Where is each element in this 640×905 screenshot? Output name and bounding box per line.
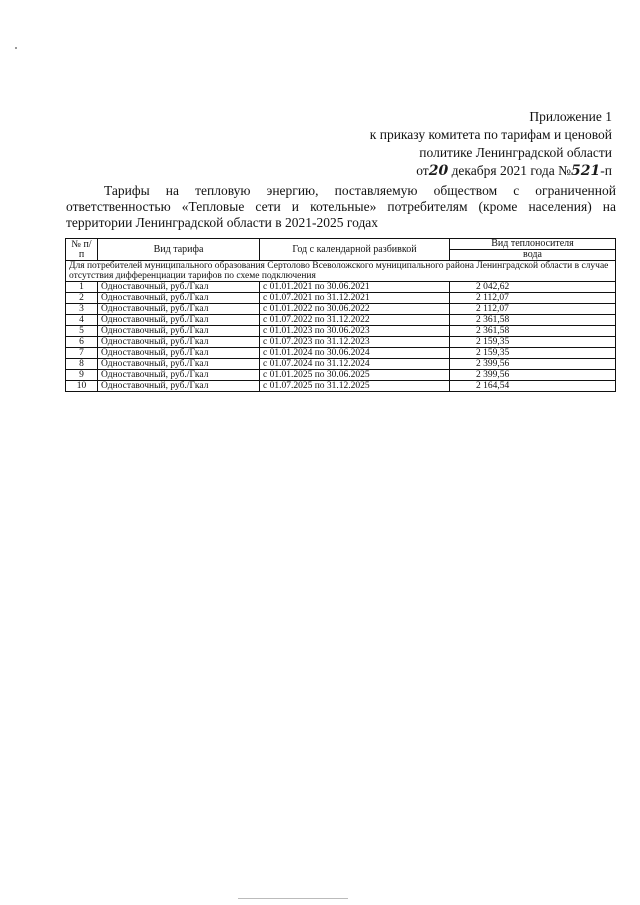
- row-tariff-type: Одноставочный, руб./Гкал: [98, 315, 260, 326]
- row-num: 4: [66, 315, 98, 326]
- row-period: с 01.01.2023 по 30.06.2023: [260, 326, 450, 337]
- table-row: [66, 304, 616, 315]
- date-prefix: от: [416, 163, 429, 178]
- appendix-date-line: [370, 162, 612, 180]
- row-tariff-type: Одноставочный, руб./Гкал: [98, 293, 260, 304]
- date-day-handwritten: 20: [428, 163, 449, 179]
- table-row: [66, 337, 616, 348]
- scan-speck: [15, 47, 17, 49]
- header-tariff-type: Вид тарифа: [98, 239, 260, 261]
- row-period: с 01.01.2022 по 30.06.2022: [260, 304, 450, 315]
- scan-edge-mark: [238, 898, 348, 902]
- row-num: 1: [66, 282, 98, 293]
- row-value: 2 399,56: [450, 370, 616, 381]
- header-water: вода: [450, 250, 616, 261]
- header-num: № п/п: [66, 239, 98, 261]
- row-period: с 01.01.2025 по 30.06.2025: [260, 370, 450, 381]
- document-title: Тарифы на тепловую энергию, поставляемую обществом с ограниченной ответственностью «Тепловые сети и котельные» потребителям (кроме населения) на территории Ленинградской области в 2021-2025 годах: [66, 183, 616, 230]
- row-tariff-type: Одноставочный, руб./Гкал: [98, 381, 260, 392]
- row-num: 5: [66, 326, 98, 337]
- row-value: 2 159,35: [450, 348, 616, 359]
- row-tariff-type: Одноставочный, руб./Гкал: [98, 370, 260, 381]
- appendix-header: [370, 108, 612, 180]
- header-carrier: Вид теплоносителя: [450, 239, 616, 250]
- row-value: 2 361,58: [450, 315, 616, 326]
- row-value: 2 112,07: [450, 304, 616, 315]
- row-period: с 01.01.2024 по 30.06.2024: [260, 348, 450, 359]
- row-num: 3: [66, 304, 98, 315]
- row-num: 9: [66, 370, 98, 381]
- row-tariff-type: Одноставочный, руб./Гкал: [98, 326, 260, 337]
- row-value: 2 112,07: [450, 293, 616, 304]
- row-num: 8: [66, 359, 98, 370]
- table-row: [66, 381, 616, 392]
- table-row: [66, 370, 616, 381]
- row-period: с 01.07.2024 по 31.12.2024: [260, 359, 450, 370]
- group-label: Для потребителей муниципального образования Сертолово Всеволожского муниципального района Ленинградской области в случае отсутствия дифференциации тарифов по схеме подключения: [66, 261, 616, 282]
- row-value: 2 399,56: [450, 359, 616, 370]
- row-tariff-type: Одноставочный, руб./Гкал: [98, 348, 260, 359]
- table-row: [66, 282, 616, 293]
- appendix-line-2: к приказу комитета по тарифам и ценовой: [369, 127, 612, 142]
- header-year: Год с календарной разбивкой: [260, 239, 450, 261]
- row-value: 2 164,54: [450, 381, 616, 392]
- row-tariff-type: Одноставочный, руб./Гкал: [98, 359, 260, 370]
- table-row: [66, 326, 616, 337]
- row-num: 10: [66, 381, 98, 392]
- order-number-handwritten: 521: [571, 163, 601, 179]
- table-row: [66, 315, 616, 326]
- row-period: с 01.07.2023 по 31.12.2023: [260, 337, 450, 348]
- row-tariff-type: Одноставочный, руб./Гкал: [98, 304, 260, 315]
- table-row: [66, 359, 616, 370]
- row-tariff-type: Одноставочный, руб./Гкал: [98, 282, 260, 293]
- date-rest: декабря 2021 года №: [448, 163, 572, 178]
- row-period: с 01.01.2021 по 30.06.2021: [260, 282, 450, 293]
- row-period: с 01.07.2021 по 31.12.2021: [260, 293, 450, 304]
- row-num: 7: [66, 348, 98, 359]
- row-value: 2 159,35: [450, 337, 616, 348]
- row-tariff-type: Одноставочный, руб./Гкал: [98, 337, 260, 348]
- table-row: [66, 348, 616, 359]
- row-num: 2: [66, 293, 98, 304]
- table-row: [66, 293, 616, 304]
- row-value: 2 361,58: [450, 326, 616, 337]
- order-suffix: -п: [600, 163, 612, 178]
- row-value: 2 042,62: [450, 282, 616, 293]
- tariff-table: [65, 238, 616, 392]
- row-period: с 01.07.2022 по 31.12.2022: [260, 315, 450, 326]
- appendix-line-3: политике Ленинградской области: [419, 145, 612, 160]
- row-num: 6: [66, 337, 98, 348]
- appendix-line-1: Приложение 1: [529, 109, 612, 124]
- row-period: с 01.07.2025 по 31.12.2025: [260, 381, 450, 392]
